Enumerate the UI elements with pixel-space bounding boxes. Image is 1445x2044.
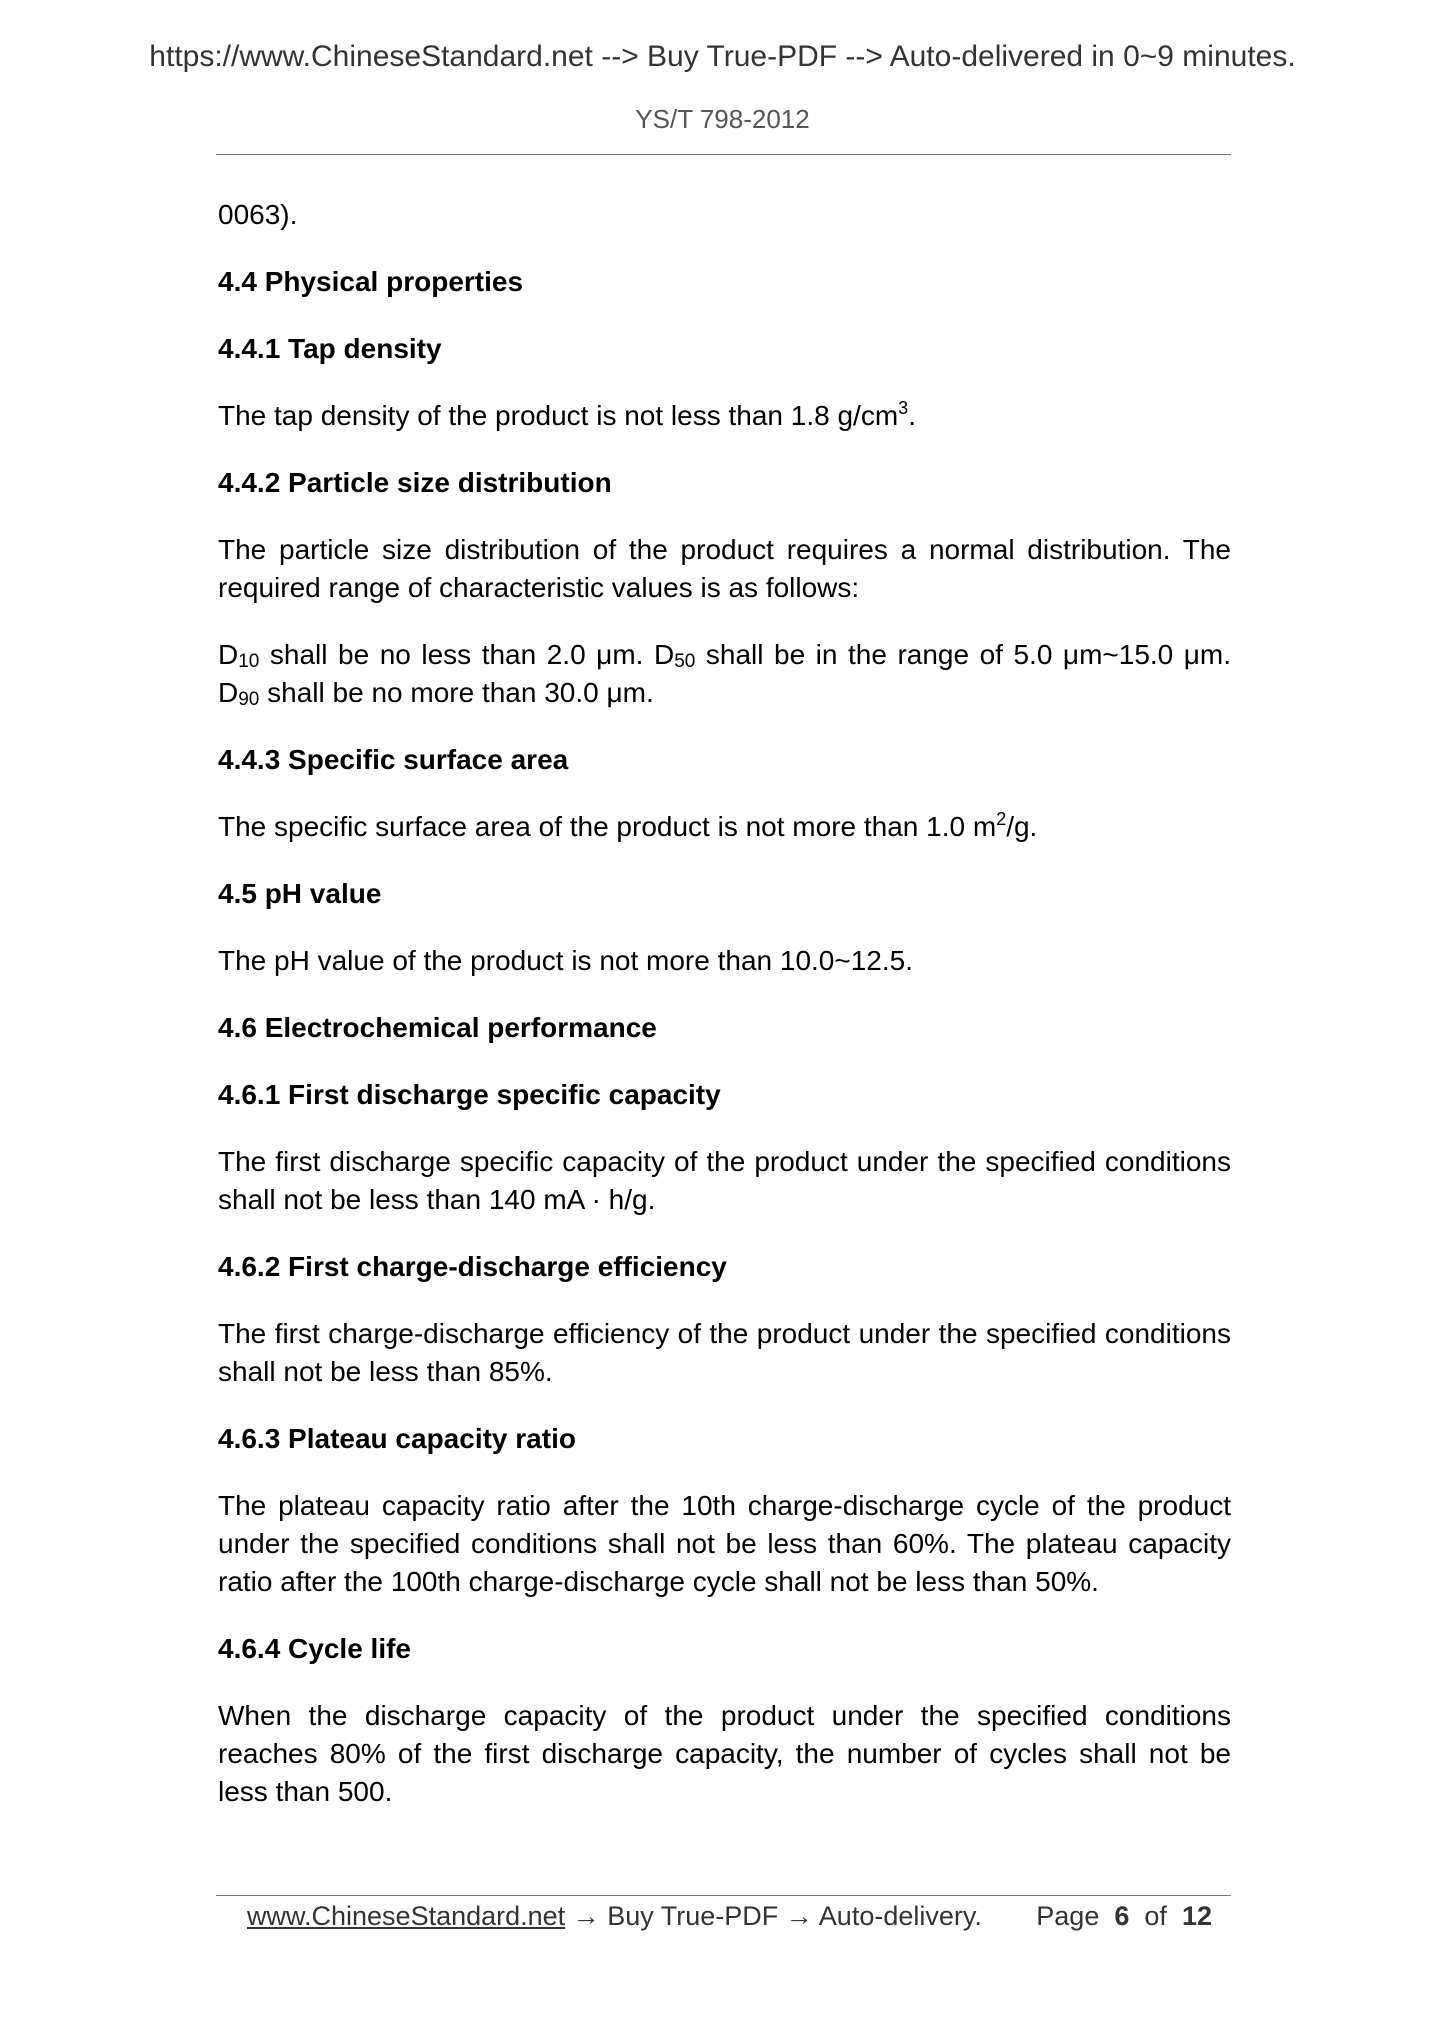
buy-text: Buy True-PDF	[607, 1901, 779, 1931]
heading-4-4-3: 4.4.3 Specific surface area	[218, 744, 569, 775]
paragraph-ph: The pH value of the product is not more than 10.0~12.5.	[218, 945, 913, 976]
surface-area-end: /g.	[1006, 811, 1038, 842]
superscript-2: 2	[996, 809, 1007, 829]
paragraph-surface-area	[218, 808, 1231, 846]
auto-delivery-text: Auto-delivery.	[818, 1901, 982, 1931]
continuation-text: 0063).	[218, 199, 298, 230]
tap-density-text: The tap density of the product is not less than 1.8 g/cm	[218, 400, 899, 431]
heading-4-6-4: 4.6.4 Cycle life	[218, 1633, 412, 1664]
header-divider	[216, 154, 1231, 155]
paragraph-cycle-life: When the discharge capacity of the product under the specified conditions reaches 80% of the first discharge capacity, the number of cycles shall not be less than 500.	[218, 1700, 1231, 1807]
d50-sub: 50	[674, 651, 696, 672]
paragraph-plateau: The plateau capacity ratio after the 10th charge-discharge cycle of the product under the specified conditions shall not be less than 60%. The plateau capacity ratio after the 100th charge-discharge cycle shall not be less than 50%.	[218, 1490, 1231, 1597]
paragraph-tap-density	[218, 397, 1231, 435]
superscript-3: 3	[898, 398, 909, 418]
d90-sub: 90	[238, 689, 260, 710]
heading-4-6: 4.6 Electrochemical performance	[218, 1012, 657, 1043]
heading-4-6-2: 4.6.2 First charge-discharge efficiency	[218, 1251, 727, 1282]
page-number: 6	[1114, 1901, 1130, 1931]
d50-label: D	[653, 639, 675, 670]
heading-4-4: 4.4 Physical properties	[218, 266, 524, 297]
d10-sub: 10	[238, 651, 260, 672]
top-banner: https://www.ChineseStandard.net --> Buy True-PDF --> Auto-delivered in 0~9 minutes.	[149, 40, 1296, 73]
footer	[247, 1896, 1212, 1936]
standard-code: YS/T 798-2012	[635, 104, 810, 134]
page-label: Page	[1036, 1901, 1100, 1931]
heading-4-6-3: 4.6.3 Plateau capacity ratio	[218, 1423, 576, 1454]
tap-density-end: .	[908, 400, 916, 431]
page-total: 12	[1181, 1901, 1212, 1931]
footer-left	[247, 1896, 982, 1936]
d90-text: shall be no more than 30.0 μm.	[259, 677, 654, 708]
d10-text: shall be no less than 2.0 μm.	[259, 639, 654, 670]
d90-label: D	[218, 677, 239, 708]
heading-4-4-2: 4.4.2 Particle size distribution	[218, 467, 612, 498]
d50-text: shall be in the range of 5.0 μm~15.0 μm.	[695, 639, 1232, 670]
paragraph-discharge-capacity: The first discharge specific capacity of the product under the specified conditions shall not be less than 140 mA · h/g.	[218, 1146, 1231, 1215]
heading-4-5: 4.5 pH value	[218, 878, 382, 909]
paragraph-efficiency: The first charge-discharge efficiency of the product under the specified conditions shall not be less than 85%.	[218, 1318, 1231, 1387]
page-indicator	[1036, 1896, 1212, 1936]
site-link[interactable]: www.ChineseStandard.net	[247, 1901, 566, 1931]
of-label: of	[1144, 1901, 1167, 1931]
arrow-right-icon: →	[785, 1901, 813, 1931]
d10-label: D	[218, 639, 239, 670]
document-body	[218, 196, 1231, 1840]
arrow-right-icon: →	[572, 1901, 600, 1931]
heading-4-4-1: 4.4.1 Tap density	[218, 333, 442, 364]
heading-4-6-1: 4.6.1 First discharge specific capacity	[218, 1079, 721, 1110]
paragraph-particle-size: The particle size distribution of the product requires a normal distribution. The required range of characteristic values is as follows:	[218, 534, 1231, 603]
surface-area-text: The specific surface area of the product is not more than 1.0 m	[218, 811, 997, 842]
paragraph-d-values	[218, 636, 1231, 712]
